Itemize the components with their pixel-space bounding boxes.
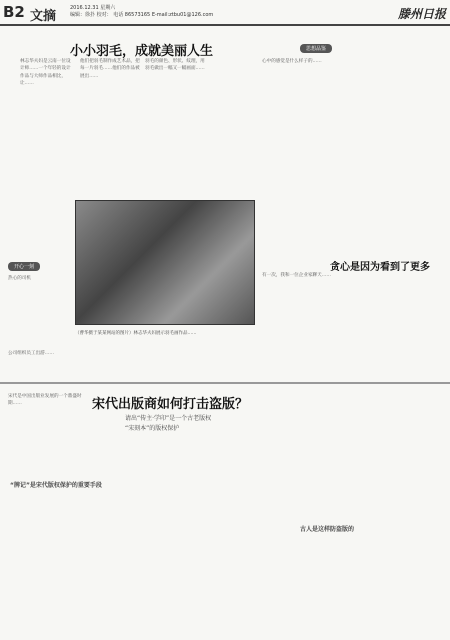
sidebar-tag: 开心一刻 — [8, 262, 40, 271]
section-divider — [0, 382, 450, 384]
article-col-3: 羽毛的颜色、形状、纹理，用羽毛做出一幅又一幅画面…… — [145, 59, 205, 72]
joke-1: 热心的司机 — [8, 276, 31, 281]
page-header — [0, 0, 450, 26]
right-tag: 思想品鉴 — [300, 44, 332, 53]
right-mid-text: 有一次，我和一位企业家聊天…… — [262, 273, 331, 278]
masthead-info: 2016.12.31 星期六 编辑：徐扑 校对： 电话 86573165 E-mail:ztbu01@126.com — [70, 5, 214, 18]
column-name: 文摘 — [30, 9, 57, 24]
bottom-sub-left: “牌记”是宋代版权保护的重要手段 — [10, 482, 102, 489]
feather-photo — [75, 200, 255, 325]
bottom-headline: 宋代出版商如何打击盗版？ — [92, 397, 249, 412]
top-headline: 小小羽毛，成就美丽人生 — [70, 44, 214, 59]
bottom-sub-right: 古人是这样防盗版的 — [300, 526, 355, 533]
joke-2: 公司组织员工出游…… — [8, 351, 54, 356]
newspaper-logo: 滕州日报 — [397, 7, 446, 21]
photo-caption: （曹华摄于某某网站的图片）林志华夫妇展示羽毛画作品…… — [75, 331, 197, 336]
right-headline: 贪心是因为看到了更多 — [330, 262, 430, 273]
bottom-sub-2: “宋刻本”的版权保护 — [125, 425, 180, 432]
bottom-left-text: 宋代是中国出版业发展的一个鼎盛时期…… — [8, 394, 82, 407]
bottom-sub-1: 请出“传主·学印”是一个古老版权 — [125, 415, 212, 422]
article-col-1: 林志华夫妇是云南一位设计师……一个年轻的设计作品与大师作品相比，让…… — [20, 59, 71, 87]
article-col-2: 他们把羽毛制作成艺术品，把每一片羽毛……他们的作品被展出…… — [80, 59, 140, 79]
page-number: B2 — [3, 3, 25, 21]
right-text: 心中的感觉是什么样子的…… — [262, 59, 322, 64]
